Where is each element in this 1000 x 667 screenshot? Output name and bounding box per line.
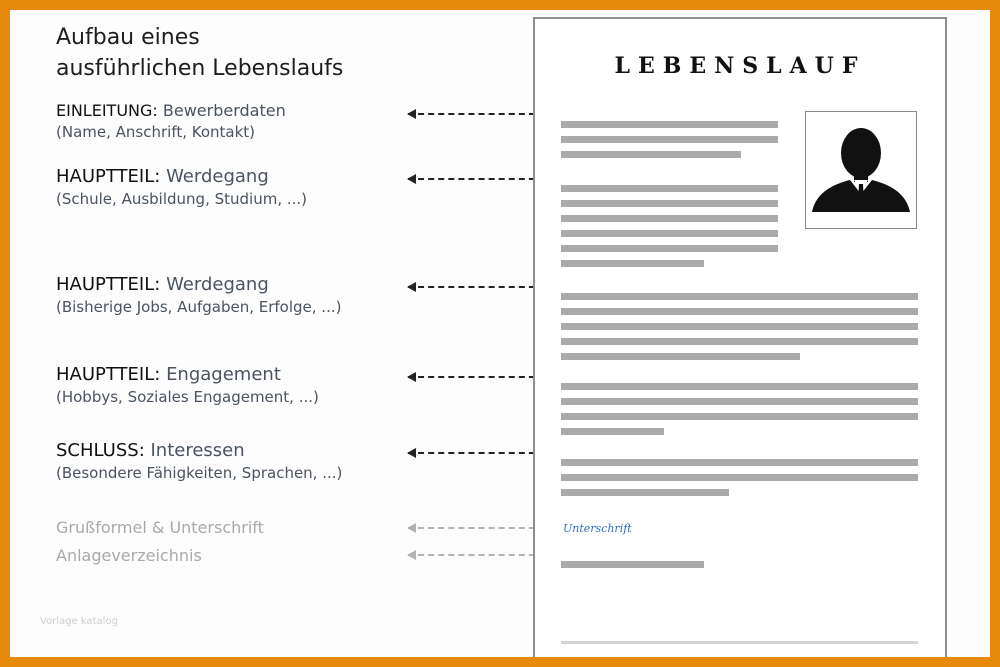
watermark: Vorlage katalog — [40, 616, 118, 627]
signature: Unterschrift — [563, 522, 632, 535]
arrow-werdegang-2 — [408, 286, 545, 288]
text-line — [561, 474, 918, 481]
title-line-2: ausführlichen Lebenslaufs — [56, 56, 344, 81]
section-head: HAUPTTEIL: — [56, 364, 161, 385]
section-head: SCHLUSS: — [56, 440, 145, 461]
text-line — [561, 215, 778, 222]
text-line — [561, 136, 778, 143]
section-head: HAUPTTEIL: — [56, 274, 161, 295]
text-line — [561, 151, 741, 158]
extra-grussformel: Grußformel & Unterschrift — [56, 518, 264, 537]
section-label: Interessen — [150, 440, 245, 461]
photo-placeholder — [805, 111, 917, 229]
section-label: Bewerberdaten — [162, 101, 286, 120]
text-line — [561, 383, 918, 390]
section-label: Werdegang — [166, 166, 269, 187]
section-detail: (Hobbys, Soziales Engagement, ...) — [56, 388, 319, 406]
section-head: HAUPTTEIL: — [56, 166, 161, 187]
text-line — [561, 489, 729, 496]
section-detail: (Name, Anschrift, Kontakt) — [56, 123, 256, 141]
section-einleitung — [56, 100, 286, 142]
extra-anlageverzeichnis: Anlageverzeichnis — [56, 546, 202, 565]
section-label: Engagement — [166, 364, 281, 385]
title-line-1: Aufbau eines — [56, 25, 200, 50]
text-line — [561, 338, 918, 345]
text-line — [561, 353, 800, 360]
person-silhouette-icon — [806, 112, 916, 228]
arrow-anlageverzeichnis — [408, 554, 545, 556]
text-line — [561, 561, 704, 568]
text-line — [561, 260, 704, 267]
section-hauptteil-werdegang-2 — [56, 273, 341, 317]
footer-line — [561, 641, 918, 644]
text-line — [561, 245, 778, 252]
arrow-werdegang-1 — [408, 178, 545, 180]
diagram-title — [56, 22, 343, 84]
text-line — [561, 323, 918, 330]
text-line — [561, 200, 778, 207]
text-line — [561, 293, 918, 300]
document-title: LEBENSLAUF — [614, 53, 866, 79]
arrow-einleitung — [408, 113, 545, 115]
text-line — [561, 428, 664, 435]
text-line — [561, 185, 778, 192]
text-line — [561, 230, 778, 237]
section-schluss — [56, 439, 342, 483]
resume-document — [533, 17, 947, 665]
section-hauptteil-engagement — [56, 363, 319, 407]
arrow-schluss — [408, 452, 545, 454]
section-detail: (Schule, Ausbildung, Studium, ...) — [56, 190, 308, 208]
text-line — [561, 413, 918, 420]
arrow-engagement — [408, 376, 545, 378]
section-head: EINLEITUNG: — [56, 101, 158, 120]
section-label: Werdegang — [166, 274, 269, 295]
text-line — [561, 308, 918, 315]
section-hauptteil-werdegang-1 — [56, 165, 307, 209]
text-line — [561, 121, 778, 128]
section-detail: (Bisherige Jobs, Aufgaben, Erfolge, ...) — [56, 298, 342, 316]
text-line — [561, 398, 918, 405]
text-line — [561, 459, 918, 466]
arrow-grussformel — [408, 527, 545, 529]
section-detail: (Besondere Fähigkeiten, Sprachen, ...) — [56, 464, 343, 482]
